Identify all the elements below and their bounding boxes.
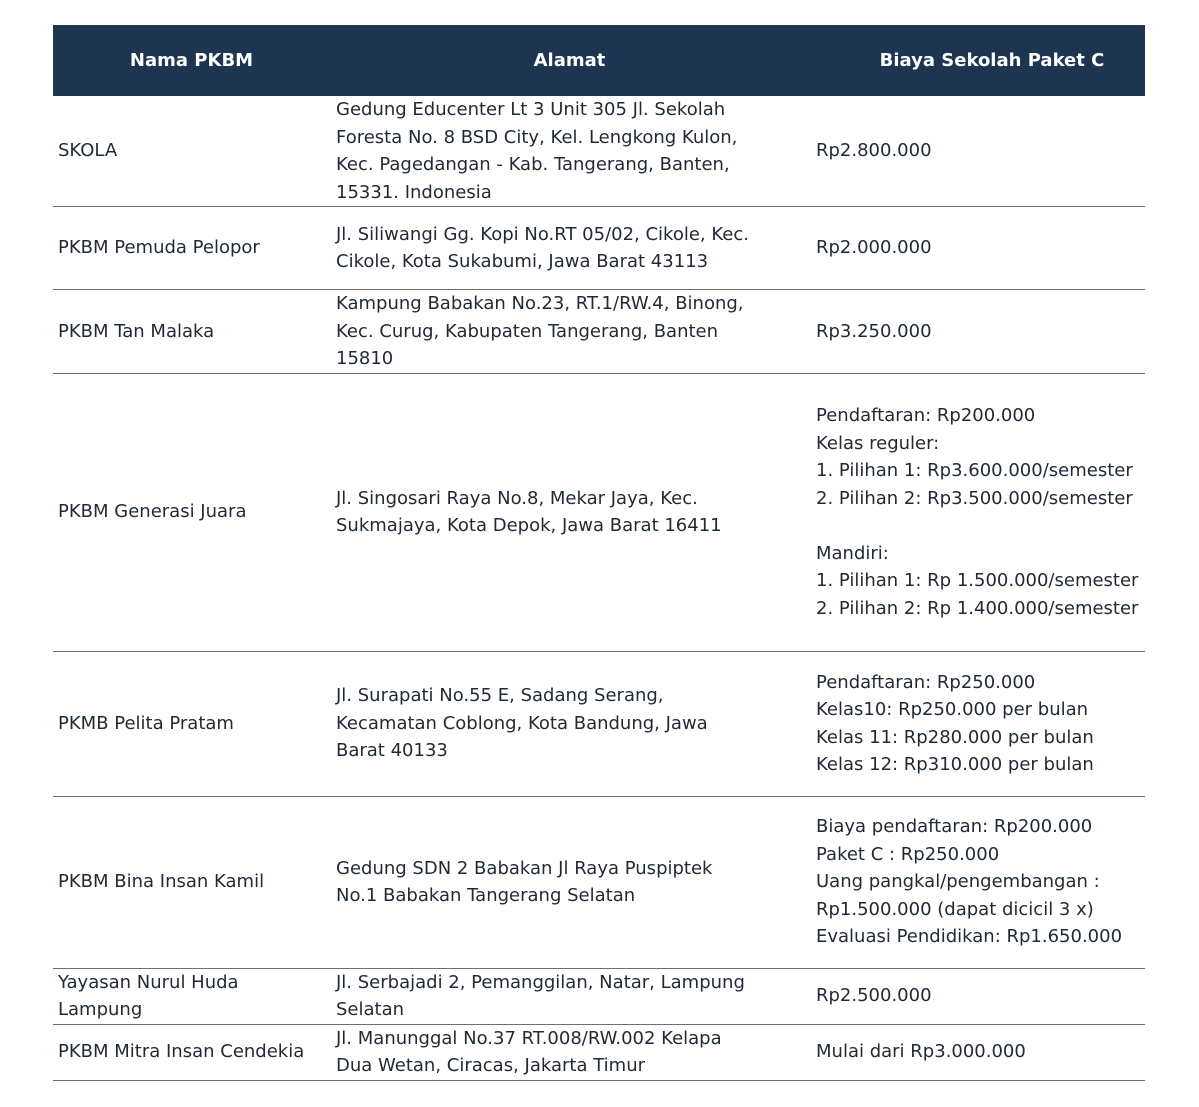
cell-text-line: Mulai dari Rp3.000.000 <box>816 1041 1026 1063</box>
cell-alamat <box>330 796 809 968</box>
cell-text-line: Jl. Surapati No.55 E, Sadang Serang, <box>336 685 664 707</box>
cell-text-line: 1. Pilihan 1: Rp 1.500.000/semester <box>816 570 1139 591</box>
cell-text-line: Kec. Pagedangan - Kab. Tangerang, Banten, <box>336 154 730 175</box>
cell-text-line: Cikole, Kota Sukabumi, Jawa Barat 43113 <box>336 251 709 272</box>
cell-text-line: PKBM Pemuda Pelopor <box>58 237 260 259</box>
cell-biaya <box>809 1024 1145 1080</box>
cell-nama-pkbm <box>53 207 330 290</box>
cell-alamat <box>330 290 809 374</box>
table-row <box>53 373 1145 651</box>
cell-text-line: PKBM Generasi Juara <box>58 501 247 523</box>
table-row <box>53 96 1145 207</box>
cell-text-line: Dua Wetan, Ciracas, Jakarta Timur <box>336 1055 645 1076</box>
cell-biaya <box>809 796 1145 968</box>
cell-biaya <box>809 968 1145 1024</box>
cell-text-line: 15331. Indonesia <box>336 181 492 203</box>
cell-text-line: Kelas 12: Rp310.000 per bulan <box>816 754 1094 775</box>
cell-nama-pkbm <box>53 96 330 207</box>
cell-text-line: 15810 <box>336 348 394 369</box>
cell-text-line: 2. Pilihan 2: Rp 1.400.000/semester <box>816 597 1139 619</box>
cell-text-line: Rp1.500.000 (dapat dicicil 3 x) <box>816 898 1094 920</box>
cell-text-line: Foresta No. 8 BSD City, Kel. Lengkong Kulon, <box>336 126 738 148</box>
cell-text-line: SKOLA <box>58 140 118 162</box>
cell-text-line: Lampung <box>58 999 143 1020</box>
cell-alamat <box>330 968 809 1024</box>
cell-alamat <box>330 651 809 796</box>
cell-text-line: Rp2.800.000 <box>816 140 932 162</box>
header-nama-pkbm: Nama PKBM <box>53 25 330 96</box>
cell-text-line: PKBM Bina Insan Kamil <box>58 871 265 893</box>
cell-text-line: Gedung Educenter Lt 3 Unit 305 Jl. Sekolah <box>336 99 726 120</box>
table-row <box>53 968 1145 1024</box>
cell-text-line: Barat 40133 <box>336 740 448 762</box>
cell-biaya <box>809 207 1145 290</box>
cell-text-line: Pendaftaran: Rp200.000 <box>816 405 1036 426</box>
cell-nama-pkbm <box>53 651 330 796</box>
cell-text-line: Kec. Curug, Kabupaten Tangerang, Banten <box>336 320 719 342</box>
cell-text-line: Jl. Serbajadi 2, Pemanggilan, Natar, Lampung <box>336 971 745 993</box>
cell-text-line: Kelas 11: Rp280.000 per bulan <box>816 726 1094 748</box>
cell-text-line: Kelas reguler: <box>816 432 940 454</box>
cell-text-line: Selatan <box>336 999 405 1020</box>
table-row <box>53 290 1145 374</box>
cell-text-line: Mandiri: <box>816 542 889 564</box>
table-row <box>53 796 1145 968</box>
cell-alamat <box>330 96 809 207</box>
cell-alamat <box>330 373 809 651</box>
cell-text-line: Jl. Manunggal No.37 RT.008/RW.002 Kelapa <box>336 1027 722 1049</box>
cell-text-line: Yayasan Nurul Huda <box>58 971 239 993</box>
table-row <box>53 651 1145 796</box>
cell-text-line: Kecamatan Coblong, Kota Bandung, Jawa <box>336 712 708 734</box>
cell-text-line: Rp3.250.000 <box>816 320 932 342</box>
header-biaya-sekolah: Biaya Sekolah Paket C <box>809 25 1145 96</box>
cell-text-line: Jl. Singosari Raya No.8, Mekar Jaya, Kec. <box>336 487 698 509</box>
cell-biaya <box>809 290 1145 374</box>
cell-nama-pkbm <box>53 796 330 968</box>
cell-nama-pkbm <box>53 290 330 374</box>
cell-text-line: Rp2.500.000 <box>816 985 932 1007</box>
cell-text-line: PKBM Tan Malaka <box>58 320 215 342</box>
cell-text-line: PKMB Pelita Pratam <box>58 712 234 734</box>
table-header <box>53 25 1145 96</box>
cell-nama-pkbm <box>53 373 330 651</box>
cell-biaya <box>809 651 1145 796</box>
cell-text-line: Biaya pendaftaran: Rp200.000 <box>816 816 1093 838</box>
cell-biaya <box>809 96 1145 207</box>
cell-text-line: Sukmajaya, Kota Depok, Jawa Barat 16411 <box>336 515 722 536</box>
cell-text-line: Uang pangkal/pengembangan : <box>816 871 1100 893</box>
table-row <box>53 207 1145 290</box>
cell-alamat <box>330 207 809 290</box>
cell-nama-pkbm <box>53 1024 330 1080</box>
cell-text-line: PKBM Mitra Insan Cendekia <box>58 1041 305 1063</box>
cell-alamat <box>330 1024 809 1080</box>
cell-text-line: 2. Pilihan 2: Rp3.500.000/semester <box>816 487 1133 509</box>
header-alamat: Alamat <box>330 25 809 96</box>
table-row <box>53 1024 1145 1080</box>
pkbm-cost-table <box>53 25 1145 1081</box>
cell-text-line: Pendaftaran: Rp250.000 <box>816 671 1036 693</box>
cell-text-line: No.1 Babakan Tangerang Selatan <box>336 885 636 906</box>
table-body <box>53 96 1145 1080</box>
cell-text-line: 1. Pilihan 1: Rp3.600.000/semester <box>816 460 1133 481</box>
cell-blank-line <box>816 512 1141 540</box>
cell-nama-pkbm <box>53 968 330 1024</box>
cell-text-line: Gedung SDN 2 Babakan Jl Raya Puspiptek <box>336 857 713 879</box>
cell-text-line: Jl. Siliwangi Gg. Kopi No.RT 05/02, Cikole, Kec. <box>336 223 749 245</box>
cell-text-line: Rp2.000.000 <box>816 237 932 259</box>
table-header-row <box>53 25 1145 96</box>
cell-text-line: Evaluasi Pendidikan: Rp1.650.000 <box>816 926 1123 948</box>
cell-text-line: Paket C : Rp250.000 <box>816 843 1000 865</box>
pkbm-cost-table-container <box>53 25 1145 1081</box>
cell-text-line: Kampung Babakan No.23, RT.1/RW.4, Binong, <box>336 293 744 314</box>
cell-text-line: Kelas10: Rp250.000 per bulan <box>816 699 1089 720</box>
cell-biaya <box>809 373 1145 651</box>
